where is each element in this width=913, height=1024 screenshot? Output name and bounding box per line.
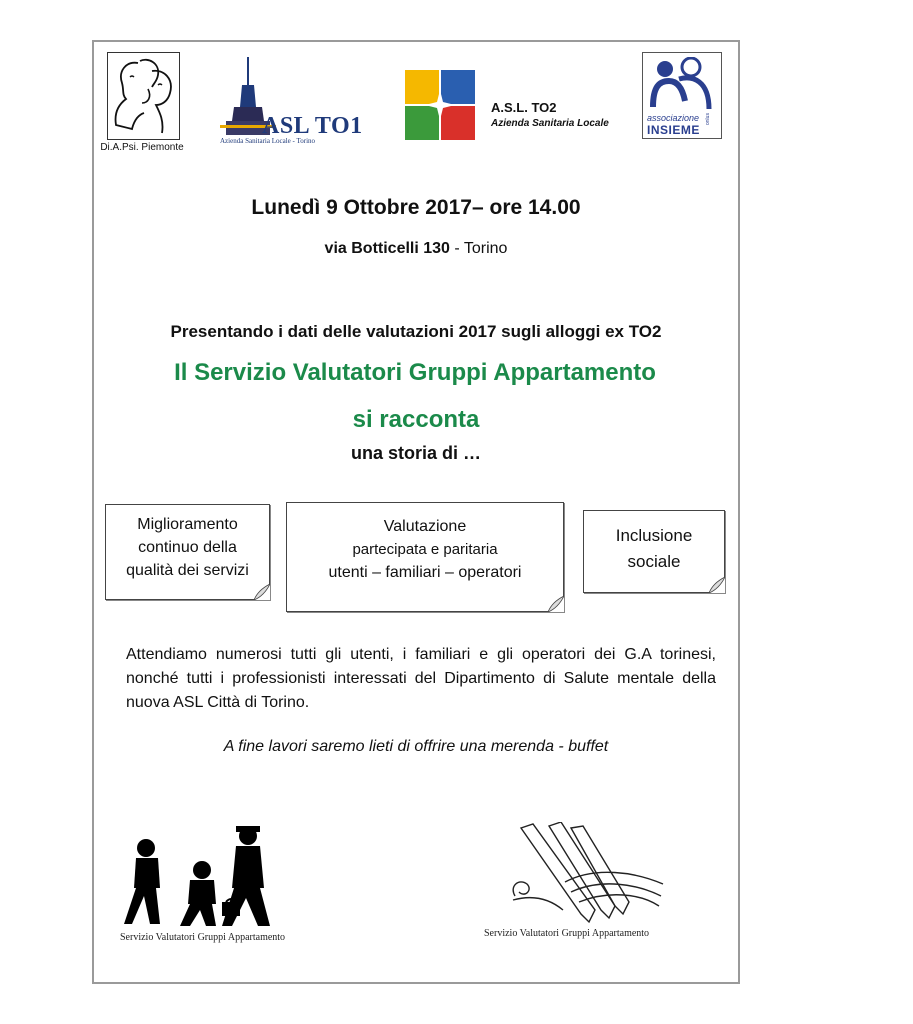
note-line: continuo della: [138, 539, 237, 556]
event-date-time: Lunedì 9 Ottobre 2017– ore 14.00: [251, 196, 581, 219]
diapsi-caption: Di.A.Psi. Piemonte: [100, 142, 184, 153]
people-embrace-icon: [649, 57, 715, 111]
asl-to1-title: ASL TO1: [262, 113, 363, 139]
invitation-paragraph: Attendiamo numerosi tutti gli utenti, i familiari e gli operatori dei G.A torinesi, nonché tutti i professionisti interessati del Dipartimento di Salute mentale della nuova ASL Città di Torino.: [126, 646, 716, 711]
walking-people-icon: [118, 826, 308, 930]
intro-text: Presentando i dati delle valutazioni 2017 sugli alloggi ex TO2: [170, 322, 662, 341]
insieme-side: onlus: [705, 113, 711, 125]
footer-right-caption: Servizio Valutatori Gruppi Appartamento: [484, 928, 650, 939]
note-line: Miglioramento: [137, 516, 238, 533]
note-inclusion: [583, 510, 725, 593]
insieme-line2: INSIEME: [647, 123, 700, 137]
insieme-line1: associazione: [647, 113, 700, 123]
note-quality: [105, 504, 270, 600]
subtitle: una storia di …: [350, 443, 482, 463]
note-line: Inclusione: [615, 526, 693, 545]
pencils-icon: [505, 822, 670, 926]
address-city: - Torino: [449, 240, 508, 257]
note-line: partecipata e paritaria: [352, 541, 498, 558]
note-evaluation: [286, 502, 564, 612]
footer-left-caption: Servizio Valutatori Gruppi Appartamento: [120, 932, 286, 943]
asl-to2-emblem-icon: [405, 70, 475, 140]
two-faces-icon: [108, 53, 178, 138]
asl-to2-logo: [405, 70, 625, 142]
note-line: utenti – familiari – operatori: [328, 564, 522, 581]
closing-note: A fine lavori saremo lieti di offrire una merenda - buffet: [223, 738, 609, 755]
address-street: via Botticelli 130: [324, 240, 450, 257]
page-curl-icon: [709, 577, 725, 593]
note-line: sociale: [627, 552, 681, 571]
page-curl-icon: [254, 584, 270, 600]
main-title: Il Servizio Valutatori Gruppi Appartamento: [174, 359, 656, 386]
diapsi-logo: [107, 52, 180, 140]
associazione-insieme-logo: [642, 52, 722, 139]
asl-to2-subtitle: Azienda Sanitaria Locale: [491, 118, 609, 129]
asl-to1-subtitle: Azienda Sanitaria Locale - Torino: [220, 137, 316, 145]
main-title-line2: si racconta: [352, 406, 480, 433]
note-line: qualità dei servizi: [126, 562, 249, 579]
page-curl-icon: [548, 596, 564, 612]
asl-to1-logo: [210, 55, 370, 145]
event-address: [92, 240, 740, 258]
asl-to2-title: A.S.L. TO2: [491, 100, 557, 115]
note-line: Valutazione: [383, 518, 467, 535]
